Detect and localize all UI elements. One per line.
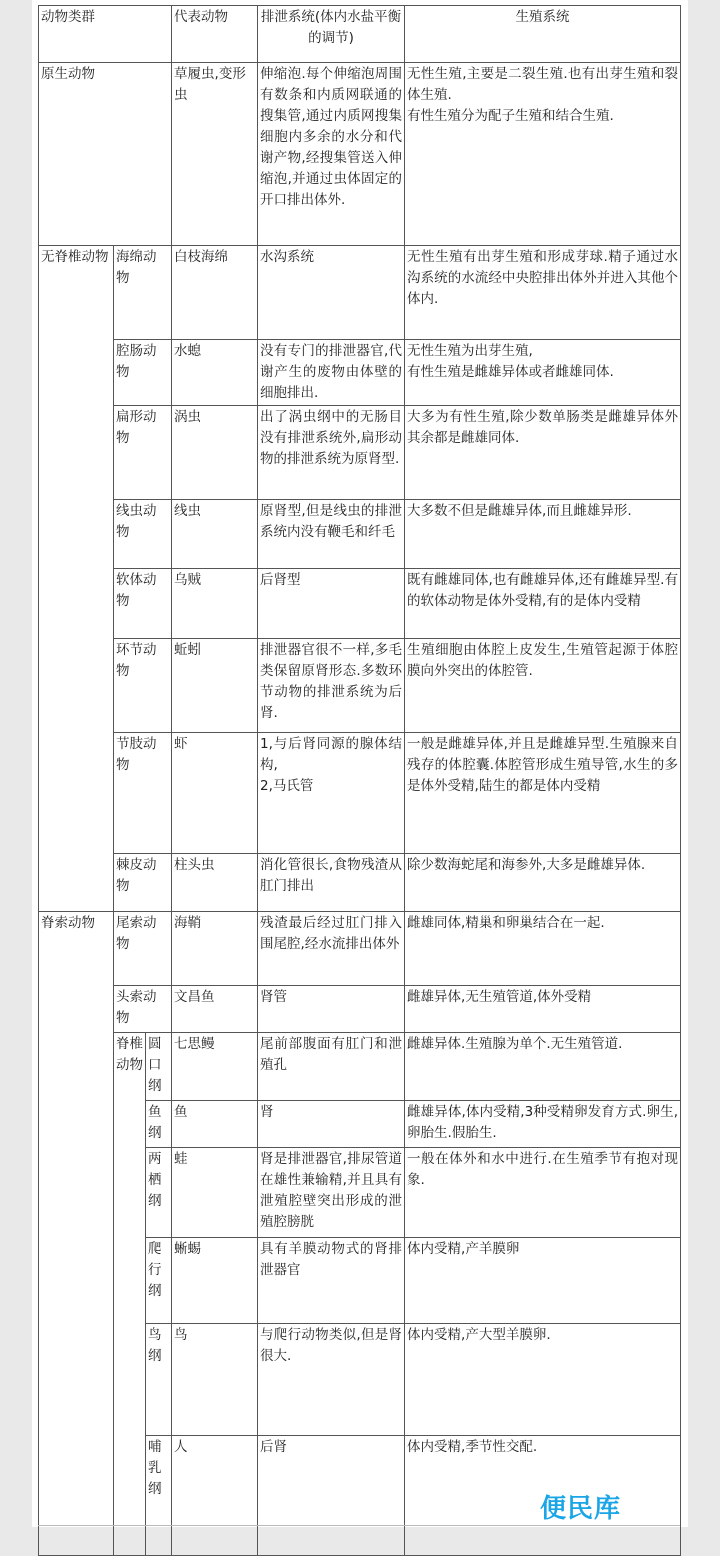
subgroup-cell: 软体动物 (114, 569, 172, 639)
subgroup-cell: 扁形动物 (114, 406, 172, 500)
excretion-cell: 没有专门的排泄器官,代谢产生的废物由体壁的细胞排出. (258, 340, 405, 406)
reproduction-cell: 体内受精,产羊膜卵 (405, 1238, 681, 1324)
reproduction-line: 无性生殖,主要是二裂生殖.也有出芽生殖和裂体生殖. (407, 66, 679, 103)
table-row (39, 1033, 681, 1101)
reproduction-cell: 既有雌雄同体,也有雌雄异体,还有雌雄异型.有的软体动物是体外受精,有的是体内受精 (405, 569, 681, 639)
rep-cell: 乌贼 (172, 569, 258, 639)
table-row (39, 639, 681, 733)
class-cell: 鸟纲 (146, 1324, 172, 1436)
class-cell: 爬行纲 (146, 1238, 172, 1324)
rep-cell: 线虫 (172, 500, 258, 569)
reproduction-cell: 一般在体外和水中进行.在生殖季节有抱对现象. (405, 1148, 681, 1238)
group-cell: 无脊椎动物 (39, 246, 114, 912)
reproduction-cell: 除少数海蛇尾和海参外,大多是雌雄异体. (405, 854, 681, 912)
reproduction-line: 有性生殖分为配子生殖和结合生殖. (407, 108, 614, 124)
subgroup-cell: 尾索动物 (114, 912, 172, 986)
watermark-logo: 便民库 (540, 1494, 622, 1524)
subgroup-cell: 腔肠动物 (114, 340, 172, 406)
table-row (39, 500, 681, 569)
subgroup-cell: 线虫动物 (114, 500, 172, 569)
subgroup-cell: 海绵动物 (114, 246, 172, 340)
table-row (39, 246, 681, 340)
group-cell: 原生动物 (39, 63, 172, 246)
reproduction-line: 无性生殖为出芽生殖, (407, 343, 533, 359)
class-cell: 鱼纲 (146, 1101, 172, 1148)
excretion-cell: 肾管 (258, 986, 405, 1033)
table-row (39, 986, 681, 1033)
header-rep: 代表动物 (172, 6, 258, 63)
rep-cell: 虾 (172, 733, 258, 854)
reproduction-cell: 雌雄同体,精巢和卵巢结合在一起. (405, 912, 681, 986)
animal-systems-table (38, 5, 681, 1556)
subgroup-cell: 节肢动物 (114, 733, 172, 854)
rep-cell: 鱼 (172, 1101, 258, 1148)
header-reproduction: 生殖系统 (405, 6, 681, 63)
table-row (39, 63, 681, 246)
excretion-cell: 肾是排泄器官,排尿管道在雄性兼输精,并且具有泄殖腔壁突出形成的泄殖腔膀胱 (258, 1148, 405, 1238)
group-cell: 脊索动物 (39, 912, 114, 1556)
reproduction-cell: 体内受精,产大型羊膜卵. (405, 1324, 681, 1436)
rep-cell: 鸟 (172, 1324, 258, 1436)
reproduction-cell: 大多数不但是雌雄异体,而且雌雄异形. (405, 500, 681, 569)
header-group: 动物类群 (39, 6, 172, 63)
excretion-cell: 消化管很长,食物残渣从肛门排出 (258, 854, 405, 912)
excretion-cell: 水沟系统 (258, 246, 405, 340)
rep-cell: 水螅 (172, 340, 258, 406)
excretion-cell: 肾 (258, 1101, 405, 1148)
excretion-cell: 具有羊膜动物式的肾排泄器官 (258, 1238, 405, 1324)
rep-cell: 草履虫,变形虫 (172, 63, 258, 246)
reproduction-cell: 生殖细胞由体腔上皮发生,生殖管起源于体腔膜向外突出的体腔管. (405, 639, 681, 733)
table-row (39, 406, 681, 500)
subgroup-cell: 棘皮动物 (114, 854, 172, 912)
excretion-cell: 尾前部腹面有肛门和泄殖孔 (258, 1033, 405, 1101)
class-cell: 圆口纲 (146, 1033, 172, 1101)
rep-cell: 文昌鱼 (172, 986, 258, 1033)
excretion-cell: 后肾 (258, 1436, 405, 1556)
table-row (39, 733, 681, 854)
reproduction-cell: 一般是雌雄异体,并且是雌雄异型.生殖腺来自残存的体腔囊.体腔管形成生殖导管,水生的多是体外受精,陆生的都是体内受精 (405, 733, 681, 854)
excretion-cell: 伸缩泡.每个伸缩泡周围有数条和内质网联通的搜集管,通过内质网搜集细胞内多余的水分和代谢产物,经搜集管送入伸缩泡,并通过虫体固定的开口排出体外. (258, 63, 405, 246)
rep-cell: 人 (172, 1436, 258, 1556)
table-bottom-edge (38, 1525, 680, 1526)
table-row (39, 854, 681, 912)
rep-cell: 七思鳗 (172, 1033, 258, 1101)
subgroup-cell: 环节动物 (114, 639, 172, 733)
excretion-cell: 原肾型,但是线虫的排泄系统内没有鞭毛和纤毛 (258, 500, 405, 569)
reproduction-cell: 无性生殖有出芽生殖和形成芽球.精子通过水沟系统的水流经中央腔排出体外并进入其他个体内. (405, 246, 681, 340)
reproduction-cell: 雌雄异体.生殖腺为单个.无生殖管道. (405, 1033, 681, 1101)
excretion-cell: 出了涡虫纲中的无肠目没有排泄系统外,扁形动物的排泄系统为原肾型. (258, 406, 405, 500)
rep-cell: 柱头虫 (172, 854, 258, 912)
excretion-cell: 排泄器官很不一样,多毛类保留原肾形态.多数环节动物的排泄系统为后肾. (258, 639, 405, 733)
rep-cell: 白枝海绵 (172, 246, 258, 340)
table-row (39, 340, 681, 406)
rep-cell: 涡虫 (172, 406, 258, 500)
header-excretion: 排泄系统(体内水盐平衡的调节) (258, 6, 405, 63)
reproduction-cell: 大多为有性生殖,除少数单肠类是雌雄异体外其余都是雌雄同体. (405, 406, 681, 500)
excretion-cell: 后肾型 (258, 569, 405, 639)
class-cell: 哺乳纲 (146, 1436, 172, 1556)
reproduction-cell: 雌雄异体,无生殖管道,体外受精 (405, 986, 681, 1033)
class-cell: 两栖纲 (146, 1148, 172, 1238)
header-row (39, 6, 681, 63)
excretion-cell: 残渣最后经过肛门排入围尾腔,经水流排出体外 (258, 912, 405, 986)
subgroup-cell: 头索动物 (114, 986, 172, 1033)
excretion-line: 1,与后肾同源的腺体结构, (260, 736, 403, 773)
rep-cell: 海鞘 (172, 912, 258, 986)
reproduction-cell (405, 340, 681, 406)
excretion-cell (258, 733, 405, 854)
reproduction-line: 有性生殖是雌雄异体或者雌雄同体. (407, 364, 614, 380)
rep-cell: 蚯蚓 (172, 639, 258, 733)
excretion-cell: 与爬行动物类似,但是肾很大. (258, 1324, 405, 1436)
table-row (39, 912, 681, 986)
subgroup-cell: 脊椎动物 (114, 1033, 146, 1556)
table-row (39, 569, 681, 639)
rep-cell: 蜥蜴 (172, 1238, 258, 1324)
reproduction-cell: 雌雄异体,体内受精,3种受精卵发育方式.卵生,卵胎生.假胎生. (405, 1101, 681, 1148)
reproduction-cell: 体内受精,季节性交配. (405, 1436, 681, 1556)
reproduction-cell (405, 63, 681, 246)
rep-cell: 蛙 (172, 1148, 258, 1238)
excretion-line: 2,马氏管 (260, 778, 314, 794)
